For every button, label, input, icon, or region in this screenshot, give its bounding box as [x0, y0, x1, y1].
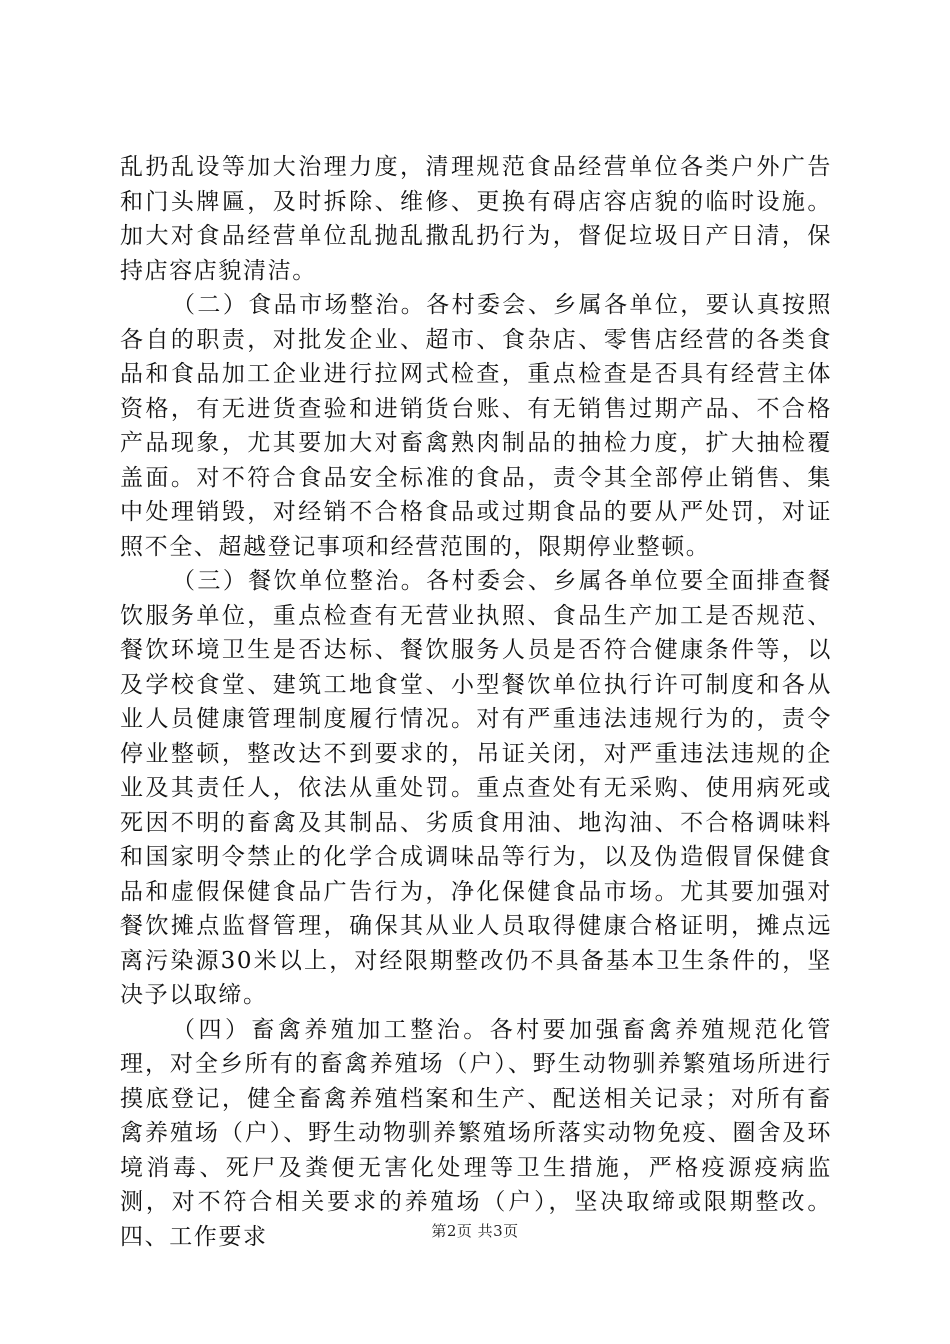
document-body — [120, 150, 832, 1254]
paragraph-catering: （三）餐饮单位整治。各村委会、乡属各单位要全面排查餐饮服务单位，重点检查有无营业执照、食品生产加工是否规范、餐饮环境卫生是否达标、餐饮服务人员是否符合健康条件等，以及学校食堂、建筑工地食堂、小型餐饮单位执行许可制度和各从业人员健康管理制度履行情况。对有严重违法违规行为的，责令停业整顿，整改达不到要求的，吊证关闭，对严重违法违规的企业及其责任人，依法从重处罚。重点查处有无采购、使用病死或死因不明的畜禽及其制品、劣质食用油、地沟油、不合格调味料和国家明令禁止的化学合成调味品等行为，以及伪造假冒保健食品和虚假保健食品广告行为，净化保健食品市场。尤其要加强对餐饮摊点监督管理，确保其从业人员取得健康合格证明，摊点远离污染源30米以上，对经限期整改仍不具备基本卫生条件的，坚决予以取缔。 — [120, 568, 832, 1008]
paragraph-food-market: （二）食品市场整治。各村委会、乡属各单位，要认真按照各自的职责，对批发企业、超市、食杂店、零售店经营的各类食品和食品加工企业进行拉网式检查，重点检查是否具有经营主体资格，有无进货查验和进销货台账、有无销售过期产品、不合格产品现象，尤其要加大对畜禽熟肉制品的抽检力度，扩大抽检覆盖面。对不符合食品安全标准的食品，责令其全部停止销售、集中处理销毁，对经销不合格食品或过期食品的要从严处罚，对证照不全、超越登记事项和经营范围的，限期停业整顿。 — [120, 292, 832, 560]
paragraph-livestock: （四）畜禽养殖加工整治。各村要加强畜禽养殖规范化管理，对全乡所有的畜禽养殖场（户）、野生动物驯养繁殖场所进行摸底登记，健全畜禽养殖档案和生产、配送相关记录；对所有畜禽养殖场（户）、野生动物驯养繁殖场所落实动物免疫、圈舍及环境消毒、死尸及粪便无害化处理等卫生措施，严格疫源疫病监测，对不符合相关要求的养殖场（户），坚决取缔或限期整改。四、工作要求 — [120, 1016, 832, 1250]
page-number-footer: 第2页 共3页 — [431, 1222, 519, 1240]
paragraph-continuation: 乱扔乱设等加大治理力度，清理规范食品经营单位各类户外广告和门头牌匾，及时拆除、维修、更换有碍店容店貌的临时设施。加大对食品经营单位乱抛乱撒乱扔行为，督促垃圾日产日清，保持店容店貌清洁。 — [120, 154, 832, 284]
